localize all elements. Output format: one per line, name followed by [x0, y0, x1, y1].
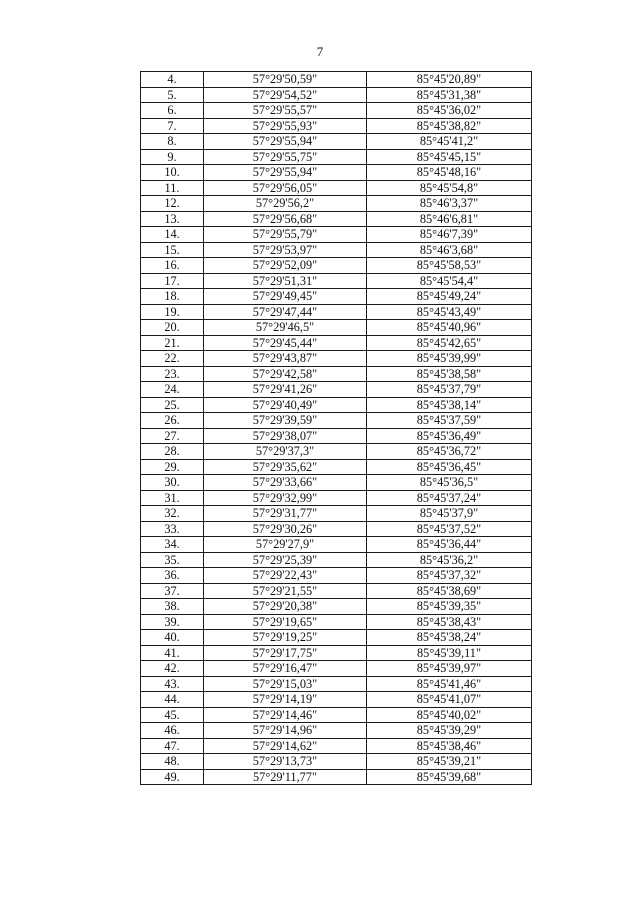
point-number-cell: 25. [141, 397, 204, 413]
point-number-cell: 23. [141, 366, 204, 382]
longitude-cell: 85°45'36,5" [367, 475, 532, 491]
table-row [141, 738, 532, 754]
point-number-cell: 11. [141, 180, 204, 196]
point-number-cell: 4. [141, 72, 204, 88]
latitude-cell: 57°29'17,75" [204, 645, 367, 661]
point-number-cell: 20. [141, 320, 204, 336]
longitude-cell: 85°46'7,39" [367, 227, 532, 243]
latitude-cell: 57°29'22,43" [204, 568, 367, 584]
coordinates-table-body [141, 72, 532, 785]
point-number-cell: 30. [141, 475, 204, 491]
table-row [141, 707, 532, 723]
point-number-cell: 41. [141, 645, 204, 661]
table-row [141, 459, 532, 475]
longitude-cell: 85°45'41,2" [367, 134, 532, 150]
longitude-cell: 85°45'38,82" [367, 118, 532, 134]
longitude-cell: 85°46'3,68" [367, 242, 532, 258]
point-number-cell: 35. [141, 552, 204, 568]
point-number-cell: 10. [141, 165, 204, 181]
longitude-cell: 85°45'37,9" [367, 506, 532, 522]
point-number-cell: 49. [141, 769, 204, 785]
latitude-cell: 57°29'55,79" [204, 227, 367, 243]
longitude-cell: 85°45'43,49" [367, 304, 532, 320]
latitude-cell: 57°29'56,68" [204, 211, 367, 227]
point-number-cell: 13. [141, 211, 204, 227]
latitude-cell: 57°29'45,44" [204, 335, 367, 351]
point-number-cell: 46. [141, 723, 204, 739]
latitude-cell: 57°29'55,57" [204, 103, 367, 119]
table-row [141, 289, 532, 305]
table-row [141, 599, 532, 615]
point-number-cell: 42. [141, 661, 204, 677]
longitude-cell: 85°45'39,99" [367, 351, 532, 367]
longitude-cell: 85°45'39,97" [367, 661, 532, 677]
point-number-cell: 36. [141, 568, 204, 584]
point-number-cell: 15. [141, 242, 204, 258]
longitude-cell: 85°45'39,21" [367, 754, 532, 770]
table-row [141, 273, 532, 289]
latitude-cell: 57°29'11,77" [204, 769, 367, 785]
longitude-cell: 85°45'38,58" [367, 366, 532, 382]
latitude-cell: 57°29'42,58" [204, 366, 367, 382]
point-number-cell: 16. [141, 258, 204, 274]
longitude-cell: 85°45'40,02" [367, 707, 532, 723]
table-row [141, 769, 532, 785]
latitude-cell: 57°29'49,45" [204, 289, 367, 305]
table-row [141, 211, 532, 227]
longitude-cell: 85°45'45,15" [367, 149, 532, 165]
point-number-cell: 47. [141, 738, 204, 754]
table-row [141, 630, 532, 646]
latitude-cell: 57°29'41,26" [204, 382, 367, 398]
table-row [141, 258, 532, 274]
longitude-cell: 85°45'37,59" [367, 413, 532, 429]
latitude-cell: 57°29'51,31" [204, 273, 367, 289]
table-row [141, 366, 532, 382]
point-number-cell: 6. [141, 103, 204, 119]
table-row [141, 382, 532, 398]
longitude-cell: 85°45'20,89" [367, 72, 532, 88]
table-row [141, 134, 532, 150]
latitude-cell: 57°29'56,2" [204, 196, 367, 212]
latitude-cell: 57°29'53,97" [204, 242, 367, 258]
table-row [141, 320, 532, 336]
table-row [141, 413, 532, 429]
coordinates-table [140, 71, 532, 785]
latitude-cell: 57°29'54,52" [204, 87, 367, 103]
longitude-cell: 85°45'36,72" [367, 444, 532, 460]
point-number-cell: 14. [141, 227, 204, 243]
table-row [141, 692, 532, 708]
point-number-cell: 24. [141, 382, 204, 398]
table-row [141, 506, 532, 522]
point-number-cell: 39. [141, 614, 204, 630]
point-number-cell: 18. [141, 289, 204, 305]
point-number-cell: 40. [141, 630, 204, 646]
latitude-cell: 57°29'46,5" [204, 320, 367, 336]
latitude-cell: 57°29'47,44" [204, 304, 367, 320]
latitude-cell: 57°29'14,96" [204, 723, 367, 739]
table-row [141, 397, 532, 413]
longitude-cell: 85°45'37,32" [367, 568, 532, 584]
table-row [141, 723, 532, 739]
latitude-cell: 57°29'31,77" [204, 506, 367, 522]
point-number-cell: 43. [141, 676, 204, 692]
longitude-cell: 85°45'39,29" [367, 723, 532, 739]
longitude-cell: 85°45'31,38" [367, 87, 532, 103]
point-number-cell: 31. [141, 490, 204, 506]
latitude-cell: 57°29'55,75" [204, 149, 367, 165]
point-number-cell: 45. [141, 707, 204, 723]
point-number-cell: 19. [141, 304, 204, 320]
table-row [141, 754, 532, 770]
table-row [141, 196, 532, 212]
latitude-cell: 57°29'13,73" [204, 754, 367, 770]
table-row [141, 180, 532, 196]
longitude-cell: 85°45'54,4" [367, 273, 532, 289]
point-number-cell: 27. [141, 428, 204, 444]
table-row [141, 149, 532, 165]
longitude-cell: 85°45'39,11" [367, 645, 532, 661]
latitude-cell: 57°29'50,59" [204, 72, 367, 88]
longitude-cell: 85°46'6,81" [367, 211, 532, 227]
table-row [141, 614, 532, 630]
table-row [141, 87, 532, 103]
point-number-cell: 26. [141, 413, 204, 429]
longitude-cell: 85°45'39,35" [367, 599, 532, 615]
point-number-cell: 22. [141, 351, 204, 367]
longitude-cell: 85°45'36,02" [367, 103, 532, 119]
longitude-cell: 85°45'40,96" [367, 320, 532, 336]
table-row [141, 335, 532, 351]
latitude-cell: 57°29'20,38" [204, 599, 367, 615]
table-row [141, 645, 532, 661]
table-row [141, 661, 532, 677]
latitude-cell: 57°29'14,62" [204, 738, 367, 754]
latitude-cell: 57°29'21,55" [204, 583, 367, 599]
table-row [141, 676, 532, 692]
point-number-cell: 32. [141, 506, 204, 522]
table-row [141, 521, 532, 537]
longitude-cell: 85°45'58,53" [367, 258, 532, 274]
longitude-cell: 85°45'54,8" [367, 180, 532, 196]
latitude-cell: 57°29'56,05" [204, 180, 367, 196]
longitude-cell: 85°45'37,79" [367, 382, 532, 398]
latitude-cell: 57°29'14,46" [204, 707, 367, 723]
latitude-cell: 57°29'40,49" [204, 397, 367, 413]
latitude-cell: 57°29'39,59" [204, 413, 367, 429]
point-number-cell: 12. [141, 196, 204, 212]
longitude-cell: 85°45'37,24" [367, 490, 532, 506]
table-row [141, 304, 532, 320]
latitude-cell: 57°29'25,39" [204, 552, 367, 568]
table-row [141, 552, 532, 568]
longitude-cell: 85°45'39,68" [367, 769, 532, 785]
point-number-cell: 48. [141, 754, 204, 770]
latitude-cell: 57°29'35,62" [204, 459, 367, 475]
latitude-cell: 57°29'55,94" [204, 134, 367, 150]
table-row [141, 165, 532, 181]
latitude-cell: 57°29'55,94" [204, 165, 367, 181]
table-row [141, 568, 532, 584]
point-number-cell: 33. [141, 521, 204, 537]
longitude-cell: 85°45'38,14" [367, 397, 532, 413]
table-row [141, 475, 532, 491]
point-number-cell: 44. [141, 692, 204, 708]
table-row [141, 537, 532, 553]
table-row [141, 444, 532, 460]
table-row [141, 242, 532, 258]
longitude-cell: 85°45'48,16" [367, 165, 532, 181]
longitude-cell: 85°45'36,2" [367, 552, 532, 568]
latitude-cell: 57°29'16,47" [204, 661, 367, 677]
point-number-cell: 21. [141, 335, 204, 351]
longitude-cell: 85°45'38,69" [367, 583, 532, 599]
point-number-cell: 8. [141, 134, 204, 150]
longitude-cell: 85°45'36,45" [367, 459, 532, 475]
longitude-cell: 85°45'41,07" [367, 692, 532, 708]
table-row [141, 583, 532, 599]
point-number-cell: 37. [141, 583, 204, 599]
point-number-cell: 5. [141, 87, 204, 103]
table-row [141, 103, 532, 119]
longitude-cell: 85°45'41,46" [367, 676, 532, 692]
latitude-cell: 57°29'27,9" [204, 537, 367, 553]
table-row [141, 72, 532, 88]
longitude-cell: 85°45'38,24" [367, 630, 532, 646]
table-row [141, 428, 532, 444]
latitude-cell: 57°29'33,66" [204, 475, 367, 491]
point-number-cell: 29. [141, 459, 204, 475]
point-number-cell: 28. [141, 444, 204, 460]
latitude-cell: 57°29'19,65" [204, 614, 367, 630]
point-number-cell: 34. [141, 537, 204, 553]
point-number-cell: 9. [141, 149, 204, 165]
longitude-cell: 85°45'36,49" [367, 428, 532, 444]
point-number-cell: 17. [141, 273, 204, 289]
point-number-cell: 7. [141, 118, 204, 134]
longitude-cell: 85°45'38,43" [367, 614, 532, 630]
table-row [141, 118, 532, 134]
table-row [141, 490, 532, 506]
latitude-cell: 57°29'19,25" [204, 630, 367, 646]
latitude-cell: 57°29'52,09" [204, 258, 367, 274]
latitude-cell: 57°29'55,93" [204, 118, 367, 134]
longitude-cell: 85°46'3,37" [367, 196, 532, 212]
longitude-cell: 85°45'37,52" [367, 521, 532, 537]
page-number: 7 [316, 44, 324, 59]
latitude-cell: 57°29'37,3" [204, 444, 367, 460]
longitude-cell: 85°45'49,24" [367, 289, 532, 305]
table-row [141, 227, 532, 243]
latitude-cell: 57°29'15,03" [204, 676, 367, 692]
latitude-cell: 57°29'30,26" [204, 521, 367, 537]
longitude-cell: 85°45'42,65" [367, 335, 532, 351]
latitude-cell: 57°29'38,07" [204, 428, 367, 444]
latitude-cell: 57°29'43,87" [204, 351, 367, 367]
latitude-cell: 57°29'32,99" [204, 490, 367, 506]
longitude-cell: 85°45'38,46" [367, 738, 532, 754]
table-row [141, 351, 532, 367]
latitude-cell: 57°29'14,19" [204, 692, 367, 708]
longitude-cell: 85°45'36,44" [367, 537, 532, 553]
point-number-cell: 38. [141, 599, 204, 615]
